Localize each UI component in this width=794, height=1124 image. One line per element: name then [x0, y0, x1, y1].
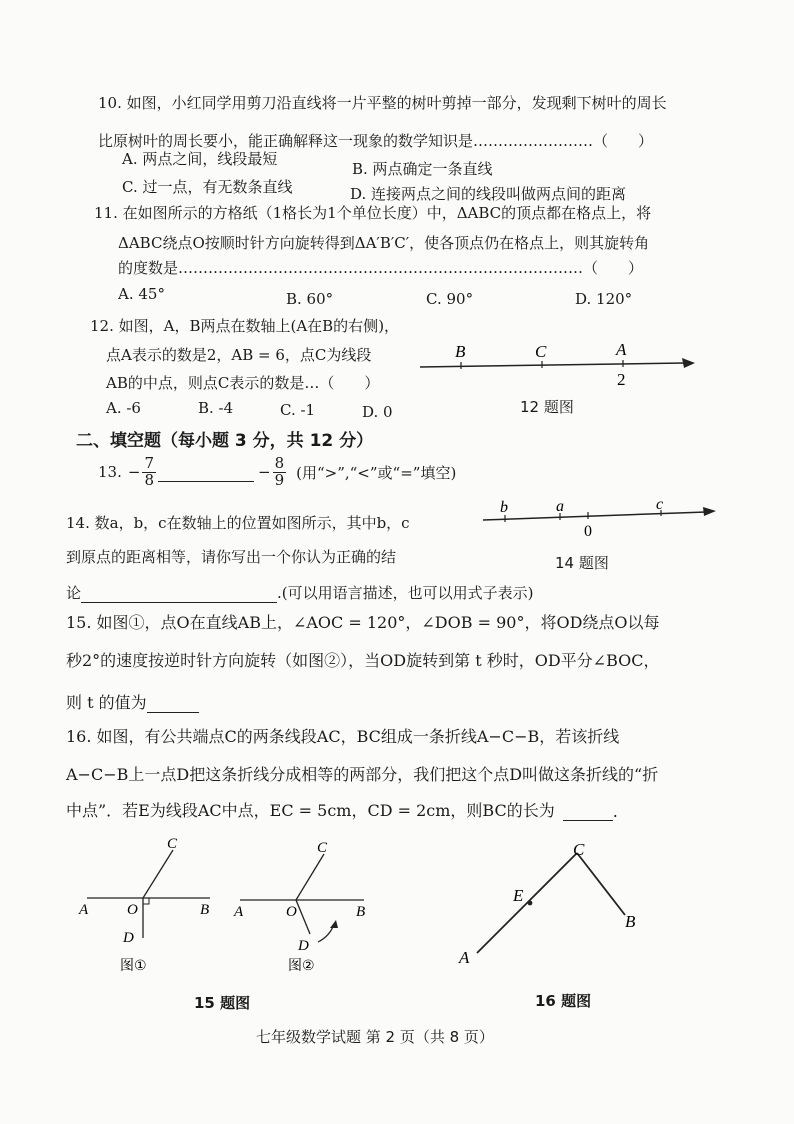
q13-hint: (用“>”,“<”或“=”填空)	[296, 463, 457, 482]
q12-number-line-figure	[415, 335, 700, 390]
label-d: D	[123, 930, 134, 946]
label-d: D	[298, 938, 309, 954]
q10-option-d: D. 连接两点之间的线段叫做两点间的距离	[350, 185, 627, 203]
q16-answer-blank[interactable]	[563, 802, 613, 821]
q11-option-a: A. 45°	[118, 285, 165, 303]
number-line-axis	[483, 512, 706, 520]
q15-figure-1	[75, 832, 225, 972]
q11-line1: 11. 在如图所示的方格纸（1格长为1个单位长度）中，ΔABC的顶点都在格点上，将	[94, 204, 652, 222]
arrow-head-icon	[703, 507, 716, 516]
q10-option-a: A. 两点之间，线段最短	[122, 150, 278, 168]
q13-minus-1: −	[127, 463, 141, 482]
q14-line2: 到原点的距离相等，请你写出一个你认为正确的结	[66, 548, 397, 566]
q14-line1: 14. 数a，b，c在数轴上的位置如图所示，其中b，c	[66, 514, 410, 532]
q13-frac1-denominator: 8	[144, 470, 154, 489]
label-a: A	[234, 904, 244, 920]
point-label-c: C	[535, 342, 547, 361]
label-e: E	[513, 886, 524, 905]
segment-ac	[477, 853, 577, 953]
q11-option-d: D. 120°	[575, 290, 633, 308]
label-o: O	[286, 904, 297, 920]
q13-fraction-2	[273, 456, 287, 489]
point-label-a: A	[616, 340, 627, 359]
arrow-head-icon	[682, 358, 695, 368]
q12-option-d: D. 0	[362, 403, 393, 421]
q13-frac1-numerator: 7	[144, 454, 154, 472]
q10-option-c: C. 过一点，有无数条直线	[122, 178, 293, 196]
point-label-b: b	[500, 499, 508, 516]
fig1-caption: 图①	[120, 958, 147, 972]
label-b: B	[200, 902, 210, 918]
q16-line1: 16. 如图，有公共端点C的两条线段AC，BC组成一条折线A−C−B，若该折线	[66, 727, 620, 746]
section-2-heading: 二、填空题（每小题 3 分，共 12 分）	[76, 431, 374, 451]
q15-line1: 15. 如图①，点O在直线AB上，∠AOC = 120°，∠DOB = 90°，将OD绕点O以每	[66, 613, 660, 632]
number-line-axis	[420, 363, 685, 367]
point-label-c: c	[656, 498, 664, 513]
page-footer: 七年级数学试题 第 2 页（共 8 页）	[256, 1028, 494, 1046]
q13	[98, 456, 456, 489]
label-a: A	[459, 948, 470, 967]
q16-line3-end: .	[612, 802, 618, 821]
q12-option-c: C. -1	[280, 401, 316, 419]
q16-line3-text: 中点”．若E为线段AC中点，EC = 5cm，CD = 2cm，则BC的长为	[66, 801, 555, 820]
q12-option-a: A. -6	[106, 399, 141, 417]
q16-line2: A−C−B上一点D把这条折线分成相等的两部分，我们把这个点D叫做这条折线的“折	[66, 765, 659, 784]
label-o: O	[127, 902, 138, 918]
q13-number: 13.	[98, 463, 122, 482]
q15-line3-text: 则 t 的值为	[66, 693, 147, 712]
q13-fraction-1	[142, 456, 156, 489]
label-c: C	[573, 840, 585, 859]
q14-caption: 14 题图	[555, 554, 609, 572]
q11-line2: ΔABC绕点O按顺时针方向旋转得到ΔA′B′C′，使各顶点仍在格点上，则其旋转角	[118, 234, 650, 252]
label-b: B	[356, 904, 366, 920]
q15-line3	[66, 690, 199, 713]
q15-caption: 15 题图	[194, 994, 251, 1012]
q16-line3	[66, 798, 618, 821]
q10-line1: 10. 如图，小红同学用剪刀沿直线将一片平整的树叶剪掉一部分，发现剩下树叶的周长	[98, 94, 667, 112]
point-label-b: B	[455, 342, 466, 361]
q10-option-b: B. 两点确定一条直线	[352, 160, 493, 178]
q13-frac2-numerator: 8	[274, 454, 285, 472]
q16-caption: 16 题图	[535, 992, 592, 1010]
segment-cb	[577, 853, 625, 915]
q12-option-b: B. -4	[198, 399, 234, 417]
q13-answer-blank[interactable]	[158, 463, 254, 482]
ray-oc	[296, 854, 324, 900]
fig2-caption: 图②	[288, 958, 315, 972]
point-label-a: a	[556, 498, 564, 515]
q10-line2: 比原树叶的周长要小，能正确解释这一现象的数学知识是……………………（ ）	[98, 132, 654, 150]
q16-figure	[455, 835, 655, 970]
value-label-2: 2	[617, 370, 626, 389]
q14-number-line-figure	[478, 498, 723, 540]
q14-line3-end: .(可以用语言描述，也可以用式子表示)	[277, 584, 534, 602]
q13-minus-2: −	[257, 463, 271, 482]
q11-option-b: B. 60°	[286, 290, 334, 308]
point-e	[528, 901, 533, 906]
q15-figure-2	[232, 832, 382, 972]
q14-answer-blank[interactable]	[81, 584, 277, 603]
label-c: C	[167, 836, 178, 852]
q12-caption: 12 题图	[520, 398, 574, 416]
q14-line3-start: 论	[66, 584, 82, 602]
q12-line3: AB的中点，则点C表示的数是…（ ）	[106, 374, 380, 392]
ray-oc	[143, 850, 173, 898]
right-angle-mark	[143, 898, 149, 904]
rotation-arrow-icon	[330, 920, 338, 928]
q11-line3: 的度数是………………………………………………………………………（ ）	[118, 259, 644, 277]
q15-line2: 秒2°的速度按逆时针方向旋转（如图②），当OD旋转到第 t 秒时，OD平分∠BOC，	[66, 651, 660, 670]
q13-frac2-denominator: 9	[274, 470, 285, 489]
label-b: B	[625, 912, 636, 931]
q12-line1: 12. 如图，A，B两点在数轴上(A在B的右侧)，	[90, 317, 400, 335]
point-label-0: 0	[584, 523, 592, 540]
q15-answer-blank[interactable]	[147, 694, 199, 713]
ray-od	[296, 900, 310, 934]
q12-line2: 点A表示的数是2，AB = 6，点C为线段	[106, 346, 372, 364]
label-c: C	[317, 840, 328, 856]
q11-option-c: C. 90°	[426, 290, 474, 308]
q14-line3	[66, 582, 534, 603]
label-a: A	[79, 902, 89, 918]
